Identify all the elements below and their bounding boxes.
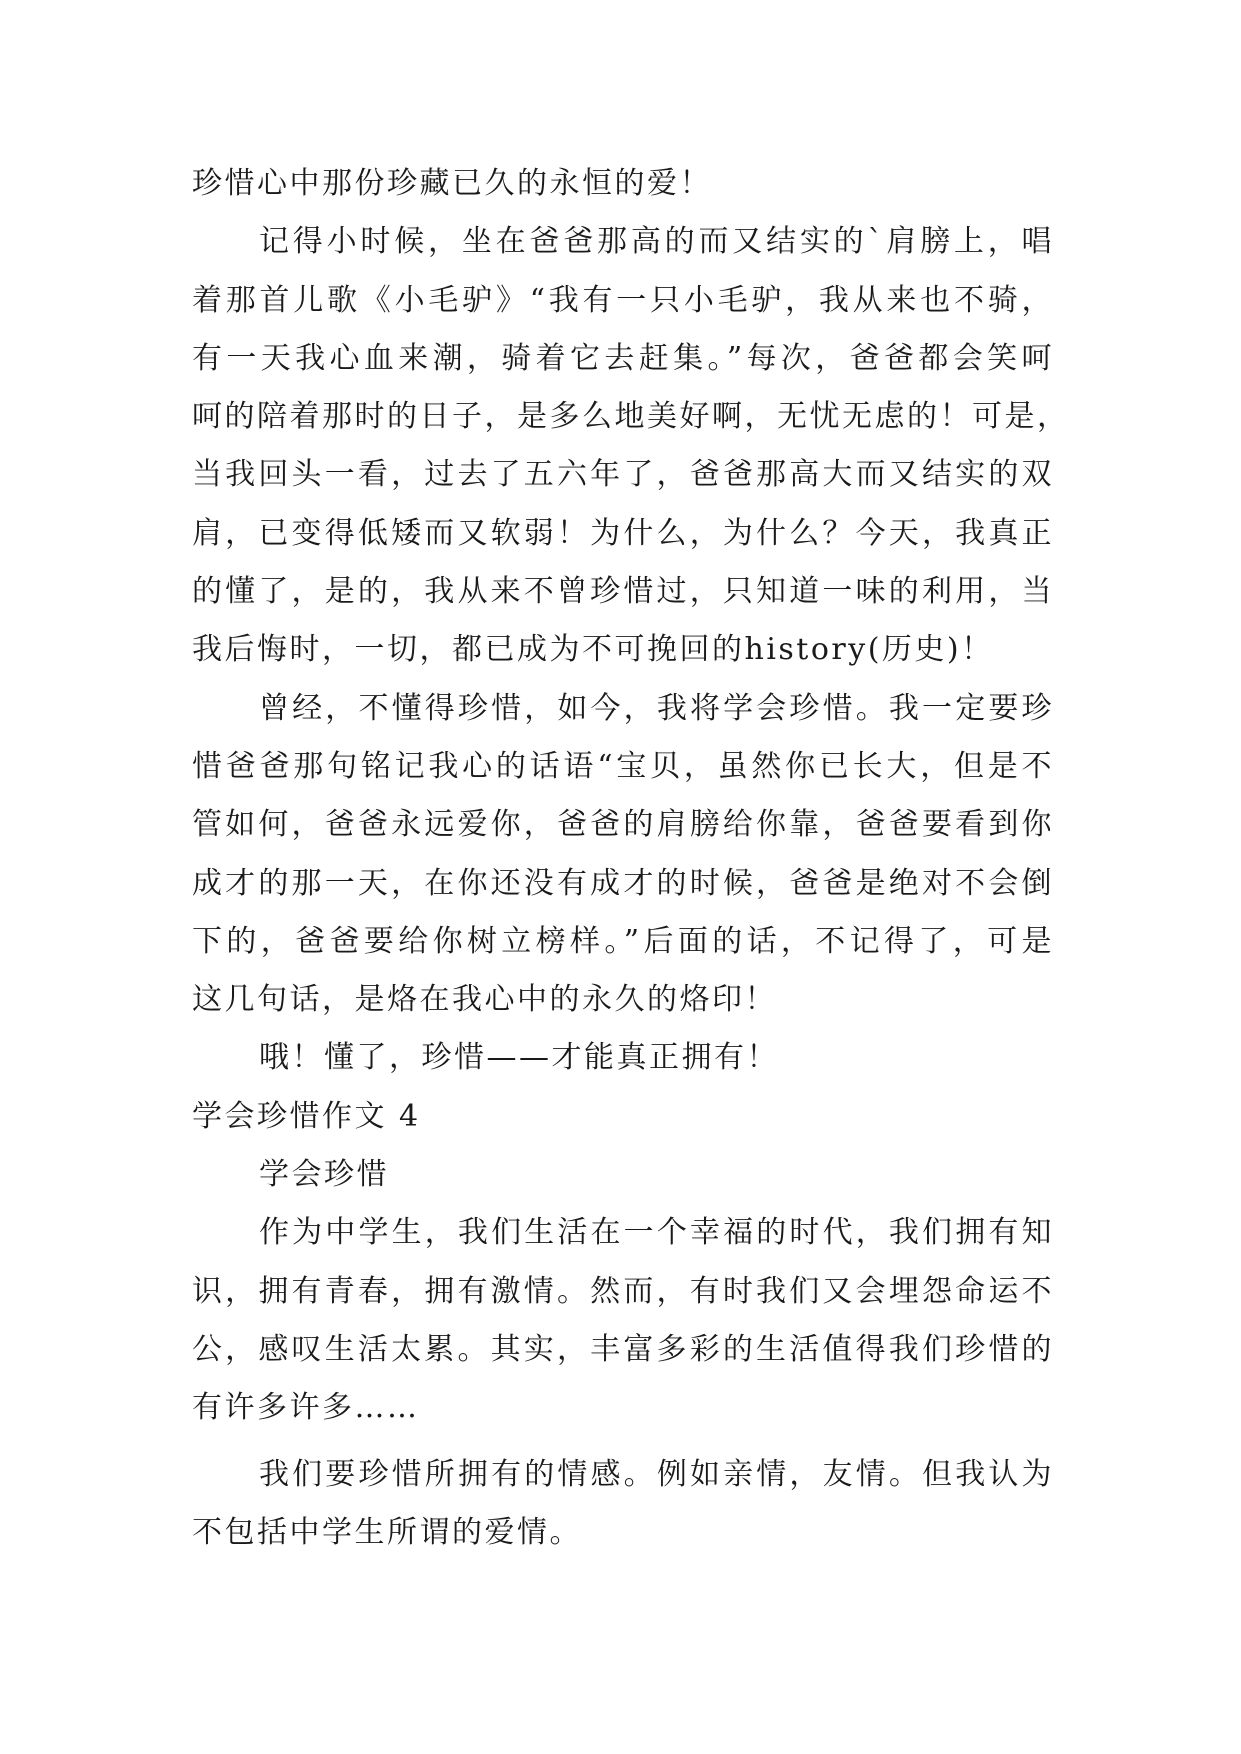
text-line: 哦！懂了，珍惜——才能真正拥有！ [259,1040,779,1076]
text-line: 当我回头一看，过去了五六年了，爸爸那高大而又结实的双 [192,457,1054,493]
text-line: 识，拥有青春，拥有激情。然而，有时我们又会埋怨命运不 [192,1273,1054,1309]
text-line: 我后悔时，一切，都已成为不可挽回的history(历史)！ [192,632,994,668]
text-line: 管如何，爸爸永远爱你，爸爸的肩膀给你靠，爸爸要看到你 [192,807,1054,843]
text-line: 的懂了，是的，我从来不曾珍惜过，只知道一味的利用，当 [192,574,1054,610]
text-line: 呵的陪着那时的日子，是多么地美好啊，无忧无虑的！可是， [192,399,1070,435]
text-line: 曾经，不懂得珍惜，如今，我将学会珍惜。我一定要珍 [259,690,1054,726]
document-body [192,155,1070,1562]
text-line: 记得小时候，坐在爸爸那高的而又结实的`肩膀上，唱 [259,224,1054,260]
text-line: 不包括中学生所谓的爱情。 [192,1514,582,1550]
text-line: 有许多许多…… [192,1390,420,1426]
text-line: 公，感叹生活太累。其实，丰富多彩的生活值得我们珍惜的 [192,1331,1054,1367]
text-line: 这几句话，是烙在我心中的永久的烙印！ [192,982,777,1018]
essay-title: 学会珍惜 [259,1157,389,1193]
text-line: 下的，爸爸要给你树立榜样。”后面的话，不记得了，可是 [192,923,1054,959]
text-line: 有一天我心血来潮，骑着它去赶集。”每次，爸爸都会笑呵 [192,340,1054,376]
text-line: 惜爸爸那句铭记我心的话语“宝贝，虽然你已长大，但是不 [192,748,1054,784]
text-line: 作为中学生，我们生活在一个幸福的时代，我们拥有知 [259,1215,1054,1251]
text-line: 成才的那一天，在你还没有成才的时候，爸爸是绝对不会倒 [192,865,1054,901]
text-line: 我们要珍惜所拥有的情感。例如亲情，友情。但我认为 [259,1456,1054,1492]
text-line: 肩，已变得低矮而又软弱！为什么，为什么？今天，我真正 [192,515,1054,551]
text-line: 珍惜心中那份珍藏已久的永恒的爱！ [192,166,712,201]
section-heading: 学会珍惜作文 4 [192,1098,421,1134]
text-line: 着那首儿歌《小毛驴》“我有一只小毛驴，我从来也不骑， [192,282,1054,318]
